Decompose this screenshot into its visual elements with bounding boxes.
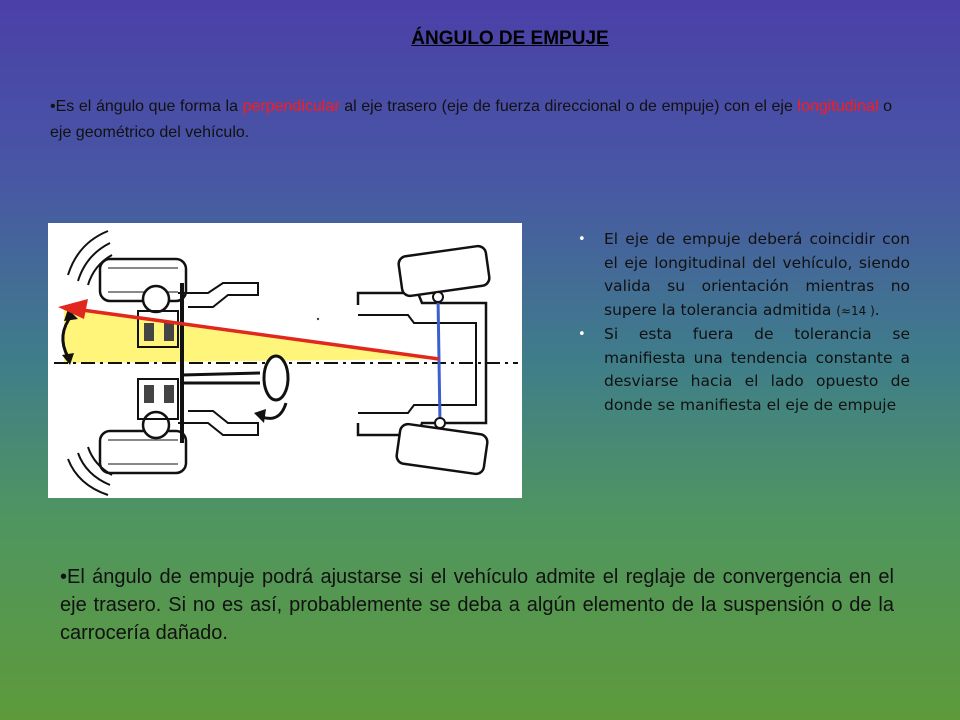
steering-wheel (264, 356, 288, 400)
tolerance-value: (≈14 ) (836, 303, 875, 318)
side-bullet-1: • El eje de empuje deberá coincidir con el eje longitudinal del vehículo, siendo valida su orientación mientras no supere la tolerancia admitida (≈14 ). (578, 228, 910, 323)
intro-paragraph (50, 94, 892, 146)
thrust-angle-diagram (48, 223, 522, 498)
rear-right-wheel (396, 423, 489, 475)
intro-text-1: Es el ángulo que forma la (55, 98, 243, 115)
term-perpendicular: perpendicular (242, 98, 340, 115)
side-bullet-2: • Si esta fuera de tolerancia se manifiesta una tendencia constante a desviarse hacia el lado opuesto de donde se manifiesta el eje de empuje (578, 323, 910, 417)
intro-bullet: • (50, 98, 56, 115)
rear-left-wheel (398, 245, 491, 297)
intro-text-3: o eje geométrico del vehículo. (50, 98, 892, 141)
slide-title: ÁNGULO DE EMPUJE (411, 28, 609, 49)
term-longitudinal: longitudinal (797, 98, 879, 115)
bottom-paragraph: •El ángulo de empuje podrá ajustarse si el vehículo admite el reglaje de convergencia en el eje trasero. Si no es así, probablemente se deba a algún elemento de la suspensión o de la carrocería dañado. (60, 566, 894, 644)
front-right-wheel (100, 431, 186, 473)
side-bullet-list (578, 228, 910, 417)
thrust-angle-wedge (64, 309, 439, 363)
intro-text-2: al eje trasero (eje de fuerza direccional o de empuje) con el eje (339, 98, 798, 115)
